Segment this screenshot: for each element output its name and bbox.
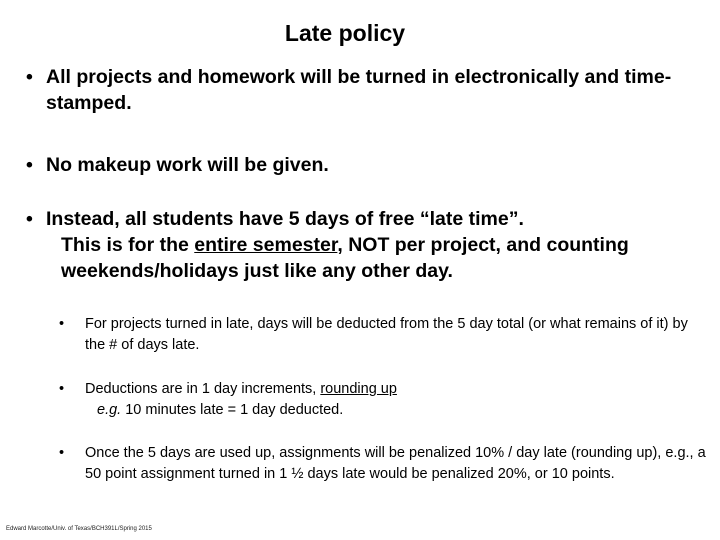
bullet-text-line2	[46, 232, 720, 284]
semester-text-post: , NOT per project, and counting weekends/holidays just like any other day.	[61, 234, 629, 282]
sub-bullet-icon: •	[59, 381, 65, 397]
sub-bullet-icon: •	[59, 316, 65, 332]
sub-bullet-penalty	[56, 443, 706, 485]
bullet-text: No makeup work will be given.	[46, 154, 329, 176]
bullet-text-line1: Instead, all students have 5 days of free “late time”.	[46, 208, 524, 230]
entire-semester-underlined: entire semester	[194, 234, 338, 256]
bullet-no-makeup	[22, 152, 720, 178]
semester-text-pre: This is for the	[61, 234, 195, 256]
sub-bullet-text: Once the 5 days are used up, assignments will be penalized 10% / day late (rounding up), e.g., a 50 point assignment turned in 1 ½ days late would be penalized 20%, or 10 points.	[85, 445, 706, 482]
bullet-late-time	[22, 206, 720, 284]
bullet-icon: •	[26, 208, 33, 230]
example-rest: 10 minutes late = 1 day deducted.	[121, 402, 344, 418]
bullet-icon: •	[26, 66, 33, 88]
sub-bullet-deduction	[56, 314, 706, 356]
footer-credit: Edward Marcotte/Univ. of Texas/BCH391L/Spring 2015	[6, 526, 152, 532]
rounding-up-underlined: rounding up	[320, 381, 397, 397]
sub-bullet-increments	[56, 379, 706, 421]
example-eg: e.g.	[97, 402, 122, 418]
bullet-text: All projects and homework will be turned in electronically and time-stamped.	[46, 66, 672, 114]
slide-title: Late policy	[284, 20, 406, 46]
bullet-electronic-submission	[22, 64, 720, 116]
example-line	[85, 400, 706, 421]
sub-bullet-text: For projects turned in late, days will be deducted from the 5 day total (or what remains of it) by the # of days late.	[85, 316, 688, 353]
sub-bullet-text-pre: Deductions are in 1 day increments,	[85, 381, 321, 397]
bullet-icon: •	[26, 154, 33, 176]
sub-bullet-icon: •	[59, 445, 65, 461]
